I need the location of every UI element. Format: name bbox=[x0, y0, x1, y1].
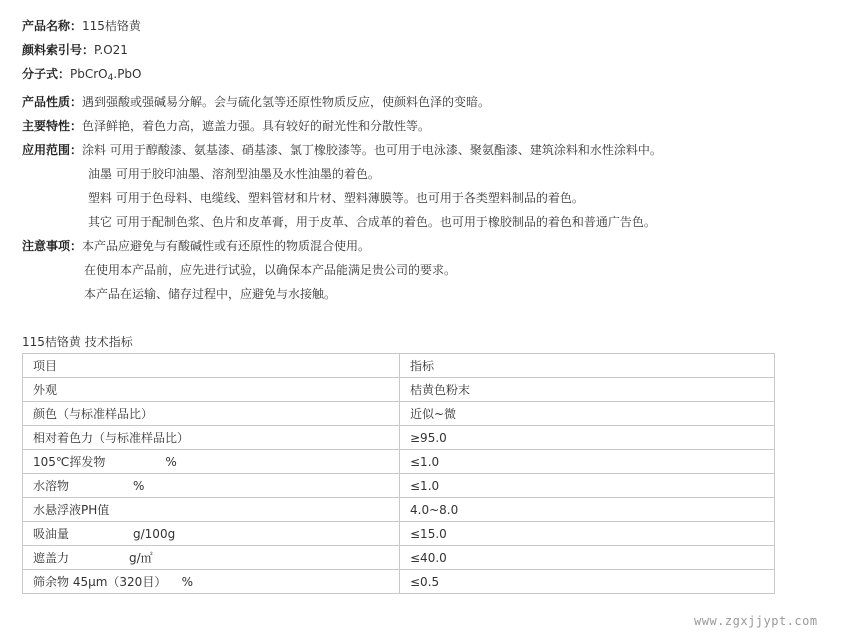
product-name-label: 产品名称： bbox=[22, 19, 83, 33]
features-value: 色泽鲜艳，着色力高，遮盖力强。具有较好的耐光性和分散性等。 bbox=[82, 119, 431, 133]
row-unit: g/100g bbox=[133, 527, 176, 541]
row-unit: % bbox=[181, 575, 193, 589]
table-row bbox=[23, 474, 775, 498]
properties-value: 遇到强酸或强碱易分解。会与硫化氢等还原性物质反应，使颜料色泽的变暗。 bbox=[82, 95, 491, 109]
usage-line-plastics: 塑料 可用于色母料、电缆线、塑料管材和片材、塑料薄膜等。也可用于各类塑料制品的着色。 bbox=[88, 191, 584, 205]
product-properties bbox=[22, 94, 490, 110]
usage-scope bbox=[22, 142, 662, 158]
table-row bbox=[23, 426, 775, 450]
features-label: 主要特性： bbox=[22, 119, 83, 133]
row-item: 水溶物 % bbox=[23, 474, 400, 498]
table-row bbox=[23, 498, 775, 522]
product-name-value: 115桔铬黄 bbox=[82, 19, 141, 33]
properties-label: 产品性质： bbox=[22, 95, 83, 109]
row-value: 近似~微 bbox=[400, 402, 775, 426]
usage-line-inks: 油墨 可用于胶印油墨、溶剂型油墨及水性油墨的着色。 bbox=[88, 167, 380, 181]
molecular-formula bbox=[22, 66, 142, 86]
formula-part-a: PbCrO bbox=[70, 67, 108, 81]
table-row bbox=[23, 570, 775, 594]
usage-line-coatings: 涂料 可用于醇酸漆、氨基漆、硝基漆、氯丁橡胶漆等。也可用于电泳漆、聚氨酯漆、建筑涂料和水性涂料中。 bbox=[82, 143, 662, 157]
row-item: 105℃挥发物 % bbox=[23, 450, 400, 474]
table-row bbox=[23, 546, 775, 570]
notes-label: 注意事项： bbox=[22, 239, 83, 253]
product-name bbox=[22, 18, 141, 34]
notes bbox=[22, 238, 370, 254]
usage-line-others: 其它 可用于配制色浆、色片和皮革膏，用于皮革、合成革的着色。也可用于橡胶制品的着色和普通广告色。 bbox=[88, 215, 656, 229]
table-row bbox=[23, 402, 775, 426]
row-unit: % bbox=[133, 479, 145, 493]
row-item: 水悬浮液PH值 bbox=[23, 498, 400, 522]
row-value: ≤1.0 bbox=[400, 474, 775, 498]
row-item: 颜色（与标准样品比） bbox=[23, 402, 400, 426]
formula-label: 分子式： bbox=[22, 67, 71, 81]
table-row bbox=[23, 378, 775, 402]
formula-subscript: 4 bbox=[107, 73, 114, 83]
pigment-index-label: 颜料索引号： bbox=[22, 43, 95, 57]
notes-line-3: 本产品在运输、储存过程中，应避免与水接触。 bbox=[84, 287, 337, 301]
notes-line-2: 在使用本产品前，应先进行试验，以确保本产品能满足贵公司的要求。 bbox=[84, 263, 457, 277]
row-value: 桔黄色粉末 bbox=[400, 378, 775, 402]
usage-label: 应用范围： bbox=[22, 143, 83, 157]
row-value: 4.0~8.0 bbox=[400, 498, 775, 522]
row-item: 吸油量 g/100g bbox=[23, 522, 400, 546]
spec-table bbox=[22, 353, 775, 594]
header-value: 指标 bbox=[400, 354, 775, 378]
pigment-index bbox=[22, 42, 128, 58]
formula-part-b: .PbO bbox=[113, 67, 142, 81]
table-header-row bbox=[23, 354, 775, 378]
main-features bbox=[22, 118, 430, 134]
row-value: ≤0.5 bbox=[400, 570, 775, 594]
table-row bbox=[23, 522, 775, 546]
header-item: 项目 bbox=[23, 354, 400, 378]
table-row bbox=[23, 450, 775, 474]
site-watermark: www.zgxjjypt.com bbox=[694, 614, 818, 628]
spec-table-title: 115桔铬黄 技术指标 bbox=[22, 335, 133, 349]
row-value: ≥95.0 bbox=[400, 426, 775, 450]
notes-line-1: 本产品应避免与有酸碱性或有还原性的物质混合使用。 bbox=[82, 239, 371, 253]
pigment-index-value: P.O21 bbox=[94, 43, 128, 57]
row-unit: % bbox=[165, 455, 177, 469]
row-item: 筛余物 45μm（320目） % bbox=[23, 570, 400, 594]
row-item: 遮盖力 g/㎡ bbox=[23, 546, 400, 570]
row-value: ≤1.0 bbox=[400, 450, 775, 474]
row-value: ≤15.0 bbox=[400, 522, 775, 546]
row-item: 相对着色力（与标准样品比） bbox=[23, 426, 400, 450]
row-value: ≤40.0 bbox=[400, 546, 775, 570]
row-item: 外观 bbox=[23, 378, 400, 402]
row-unit: g/㎡ bbox=[129, 551, 153, 565]
